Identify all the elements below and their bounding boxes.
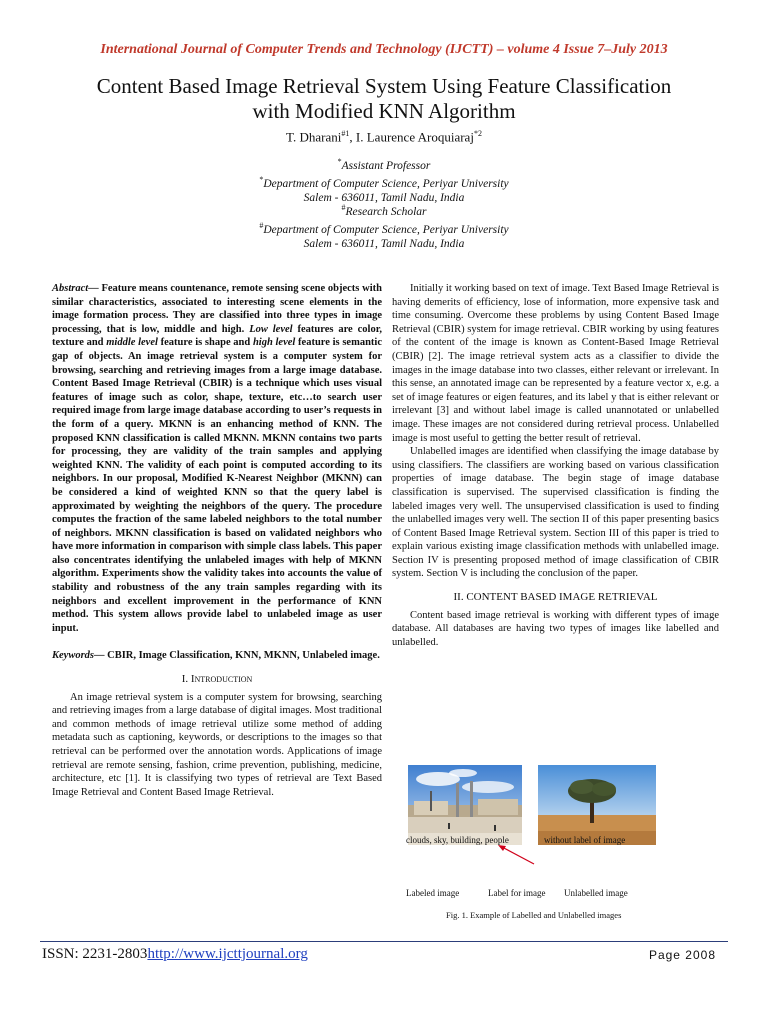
affiliation-1-role: Assistant Professor xyxy=(341,159,431,172)
labeled-image-building-photo xyxy=(408,765,522,845)
figure-label-left: clouds, sky, building, people xyxy=(406,835,509,845)
affiliation-1-dept: Department of Computer Science, Periyar University xyxy=(263,177,509,190)
affiliation-2-dept-line xyxy=(0,219,768,237)
journal-header: International Journal of Computer Trends and Technology (IJCTT) – volume 4 Issue 7–July 2013 xyxy=(100,42,668,57)
affiliation-1-role-line xyxy=(0,155,768,173)
affiliation-2-city: Salem - 636011, Tamil Nadu, India xyxy=(303,237,465,250)
title-line-1: Content Based Image Retrieval System Using Feature Classification xyxy=(96,74,672,98)
right-column xyxy=(392,282,719,649)
abstract-middle-level: middle level xyxy=(106,337,158,349)
author-separator: , xyxy=(349,129,356,145)
affiliation-2-role: Research Scholar xyxy=(345,205,427,218)
section-1-number: I. xyxy=(181,673,191,686)
section-1-paragraph: An image retrieval system is a computer system for browsing, searching and retrieving images from a large database of digital images. Most traditional and common methods of image retrieval utilize some method of adding metadata such as captioning, keywords, or descriptions to the images so that retrieval can be performed over the annotation words. Applications of image retrieval are remote sensing, fashion, crime prevention, publishing, medicine, architecture, etc [1]. It is classifying two types of retrieval are Text Based Image Retrieval and Content Based Image Retrieval. xyxy=(52,691,382,798)
abstract-low-level: Low level xyxy=(249,323,293,335)
figure-1 xyxy=(392,765,719,925)
abstract-text-4: feature is semantic gap of objects. An image retrieval system is a computer system for browsing, searching and retrieving images from a large image database. Content Based Image Retrieval (CBIR) is a technique which uses visual features of image such as color, shape, texture, etc…to search user required image from large image database according to user’s requests in the form of a query. MKNN is an enhancing method of KNN. The proposed KNN classification is called MKNN. MKNN contains two parts for processing, they are validity of the train samples and applying weighted KNN. The validity of each point is computed according to its neighbors. In our proposal, Modified K-Nearest Neighbor (MKNN) can be considered a kind of weighted KNN so that the query label is approximated by weighting the neighbors of the query. The procedure computes the fraction of the same labeled neighbors to the total number of neighbors. MKNN classification is based on validated neighbors who have more information in comparison with simple class labels. This paper also concentrates identifying the unlabeled images with help of MKNN algorithm. Experiments show the validity takes into accounts the value of stability and robustness of the any train samples regarding with its neighbors and excellent improvement in the performance of KNN method. This system allows provide label to unlabeled image as user input. xyxy=(52,337,382,634)
section-1-heading xyxy=(52,673,382,687)
keywords-text: CBIR, Image Classification, KNN, MKNN, Unlabeled image. xyxy=(107,650,380,662)
footer-url-link[interactable]: http://www.ijcttjournal.org xyxy=(147,946,308,962)
footer-rule xyxy=(40,941,728,942)
affiliation-2-dept: Department of Computer Science, Periyar University xyxy=(263,223,509,236)
footer-issn: ISSN: 2231-2803 xyxy=(42,946,148,962)
abstract-text-1: Feature means countenance, remote sensing scene objects with similar characteristics, associated to interesting scene elements in the image formation process. They are classified into three types in image processing, that is low, middle and high. xyxy=(52,283,382,335)
figure-caption-labeled: Labeled image xyxy=(406,888,460,898)
figure-label-right: without label of image xyxy=(544,835,626,845)
affiliation-1-dept-mark: * xyxy=(259,174,264,184)
footer-issn-line xyxy=(42,946,308,963)
right-paragraph-2: Unlabelled images are identified when classifying the image database by using classifiers. The classifiers are working based on various classification properties of image database. The begin stage of image database classification is supervised. The supervised classification is finding the labeled images very well. The unsupervised classification is used to finding the unlabelled images very well. The section II of this paper presenting basics of Content Based Image Retrieval system. Section III of this paper is tried to explain various existing image classification methods with unlabelled image. Section IV is presenting proposed method of image classification of CBIR system. Section V is including the conclusion of the paper. xyxy=(392,446,719,580)
author-2-name: I. Laurence Aroquiaraj xyxy=(355,129,474,145)
abstract xyxy=(52,282,382,635)
affiliation-1 xyxy=(0,155,768,205)
keywords xyxy=(52,649,382,663)
abstract-high-level: high level xyxy=(252,337,296,349)
abstract-text-2: features are color, texture and xyxy=(52,323,383,349)
figure-caption: Fig. 1. Example of Labelled and Unlabelled images xyxy=(446,910,622,920)
red-arrow-icon xyxy=(492,837,552,867)
right-paragraph-1: Initially it working based on text of image. Text Based Image Retrieval is having demerits of efficiency, lose of information, more expensive task and time consuming. Overcome these problems by using Content Based Image Retrieval (CBIR) system for image retrieval. CBIR working by using features of the content of the image is known as Content-Based Image Retrieval (CBIR) [2]. The image retrieval system acts as a classifier to divide the images in the image database into two classes, either relevant or irrelevant. In this sense, an annotated image can be represented by a feature vector x, e.g. a set of image features or eigen features, and its label y that is either relevant or irrelevant [3] and without label image is called unannotated or unlabelled image. These images are not considered during retrieval process. Unlabelled image is most useful to getting the better result of retrieval. xyxy=(392,283,719,444)
keywords-label: Keywords xyxy=(52,650,94,662)
title-line-2: with Modified KNN Algorithm xyxy=(252,99,516,123)
paper-title xyxy=(40,74,728,124)
abstract-label: Abstract xyxy=(52,283,89,294)
affiliation-1-dept-line xyxy=(0,173,768,191)
affiliation-2 xyxy=(0,201,768,251)
left-column xyxy=(52,282,382,799)
affiliation-2-mark: # xyxy=(341,203,346,212)
author-1-mark: #1 xyxy=(341,129,350,138)
affiliation-2-dept-mark: # xyxy=(259,220,264,230)
author-2-mark: *2 xyxy=(473,129,482,138)
author-list xyxy=(0,129,768,145)
section-1-title: Introduction xyxy=(190,673,253,686)
abstract-text-3: feature is shape and xyxy=(157,337,253,349)
unlabelled-image-tree-photo xyxy=(538,765,656,845)
keywords-dash: — xyxy=(94,650,108,662)
affiliation-2-role-line xyxy=(0,201,768,219)
figure-caption-unlabelled: Unlabelled image xyxy=(564,888,628,898)
author-1-name: T. Dharani xyxy=(286,129,342,145)
figure-caption-label-for: Label for image xyxy=(488,888,546,898)
abstract-dash: — xyxy=(88,283,102,294)
section-2-paragraph: Content based image retrieval is working with different types of image database. All databases are having two types of images like labelled and unlabelled. xyxy=(392,609,719,648)
page-number: Page 2008 xyxy=(648,948,716,962)
affiliation-1-mark: * xyxy=(337,157,342,166)
affiliation-1-city: Salem - 636011, Tamil Nadu, India xyxy=(303,191,465,204)
section-2-heading: II. CONTENT BASED IMAGE RETRIEVAL xyxy=(453,591,658,604)
